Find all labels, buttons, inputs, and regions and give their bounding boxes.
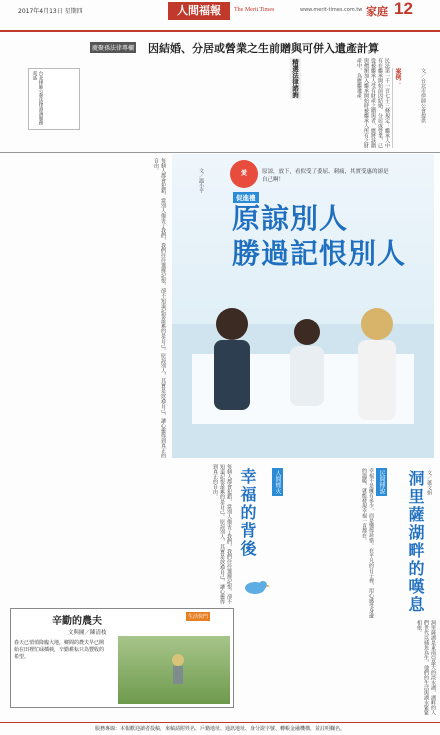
law-sidebar-box	[28, 68, 80, 130]
farmer-body-text: 春天已悄悄降臨大地，鄉間的農夫早已開始在田裡忙碌插秧，辛勤耕耘只為豐收的希望。	[14, 640, 105, 660]
newspaper-logo-en: The Merit Times	[234, 7, 275, 13]
happy-column-tag: 人間煙火	[274, 470, 281, 494]
law-headline: 因結婚、分居或營業之生前贈與可併入遺產計算	[148, 42, 379, 55]
farmer-byline: 文與圖／陳清枝	[68, 630, 107, 636]
happy-headline: 幸福的背後	[238, 468, 257, 558]
love-badge-text: 愛	[240, 170, 247, 177]
lake-body	[286, 620, 436, 718]
feature-body-text: 每個人都會犯錯，當別人傷害了我們，我們往往選擇記恨，卻不知道記恨最累的是自己。原諒別人，其實是放過自己，讓心靈得到真正的自由。	[153, 158, 166, 458]
feature-column-tag: 促進禮	[233, 192, 259, 203]
newspaper-logo: 人間福報	[168, 2, 230, 20]
issue-date: 2017年4月13日 星期四	[18, 8, 83, 15]
continued-article-text: 每個人都會犯錯，當別人傷害了我們，我們往往選擇記恨，卻不知道記恨最累的是自己。原諒別人，其實是放過自己，讓心靈得到真正的自由。	[212, 464, 232, 604]
continued-article	[6, 464, 232, 604]
feature-headline-line1: 原諒別人	[232, 202, 349, 235]
lake-column-tag: 民間傳說	[378, 470, 385, 494]
law-article	[0, 32, 440, 153]
section-name: 家庭	[366, 5, 388, 18]
happy-body-text: 幸福不是擁有多少，而是懂得珍惜。在平凡的日子裡，用心感受身邊的溫暖，就能發現幸福一直都在。	[361, 468, 374, 618]
footer-notice: 服務專線：本報歡迎讀者投稿，來稿請附姓名、戶籍地址、通訊地址、身分證字號、轉帳金融機構，並註明欄名。	[0, 722, 440, 735]
law-column	[90, 42, 390, 152]
bird-icon	[240, 578, 270, 596]
law-byline: 文／台北市律師公會提供	[420, 68, 426, 123]
happy-body	[286, 468, 374, 618]
farmer-headline: 辛勤的農夫	[52, 616, 102, 627]
farmer-illustration	[118, 636, 230, 704]
lake-body-text: 洞里薩湖是東南亞最大的淡水湖，湖畔的人們世代以捕魚為生，他們的生活與湖水緊緊相依。	[416, 620, 436, 715]
feature-headline-line2: 勝過記恨別人	[232, 237, 407, 270]
feature-body	[6, 158, 166, 458]
farmer-column-tag: 生活快門	[188, 614, 209, 620]
page-number: 12	[394, 0, 413, 18]
case-label: 案例：	[394, 68, 401, 86]
lake-byline: 文／蕭文娟	[426, 470, 432, 495]
rice-field-photo	[118, 636, 230, 704]
law-body-text: 民法第一千一百七十三條規定：繼承人中有在繼承開始前因結婚、分居或營業，已從被繼承人受有財產之贈與者，應將該贈與價額加入繼承開始時被繼承人所有之財產中，為應繼遺產。	[356, 58, 390, 148]
lake-headline: 洞里薩湖畔的嘆息	[406, 470, 425, 614]
website-url[interactable]: www.merit-times.com.tw	[300, 7, 363, 13]
law-subhead: 精選法律諮詢	[291, 59, 299, 98]
masthead	[0, 0, 440, 32]
feature-byline: 文／溫小平	[198, 168, 204, 193]
sidebar-note: 台北律師公會法律諮詢服務電話	[32, 71, 43, 125]
love-badge	[230, 160, 258, 188]
feature-deck: 原諒，放下，看似受了委屈、刺痛，其實受惠的卻是自己啊！	[262, 169, 389, 183]
law-column-tag: 慶聚孫法律專欄	[90, 42, 136, 53]
